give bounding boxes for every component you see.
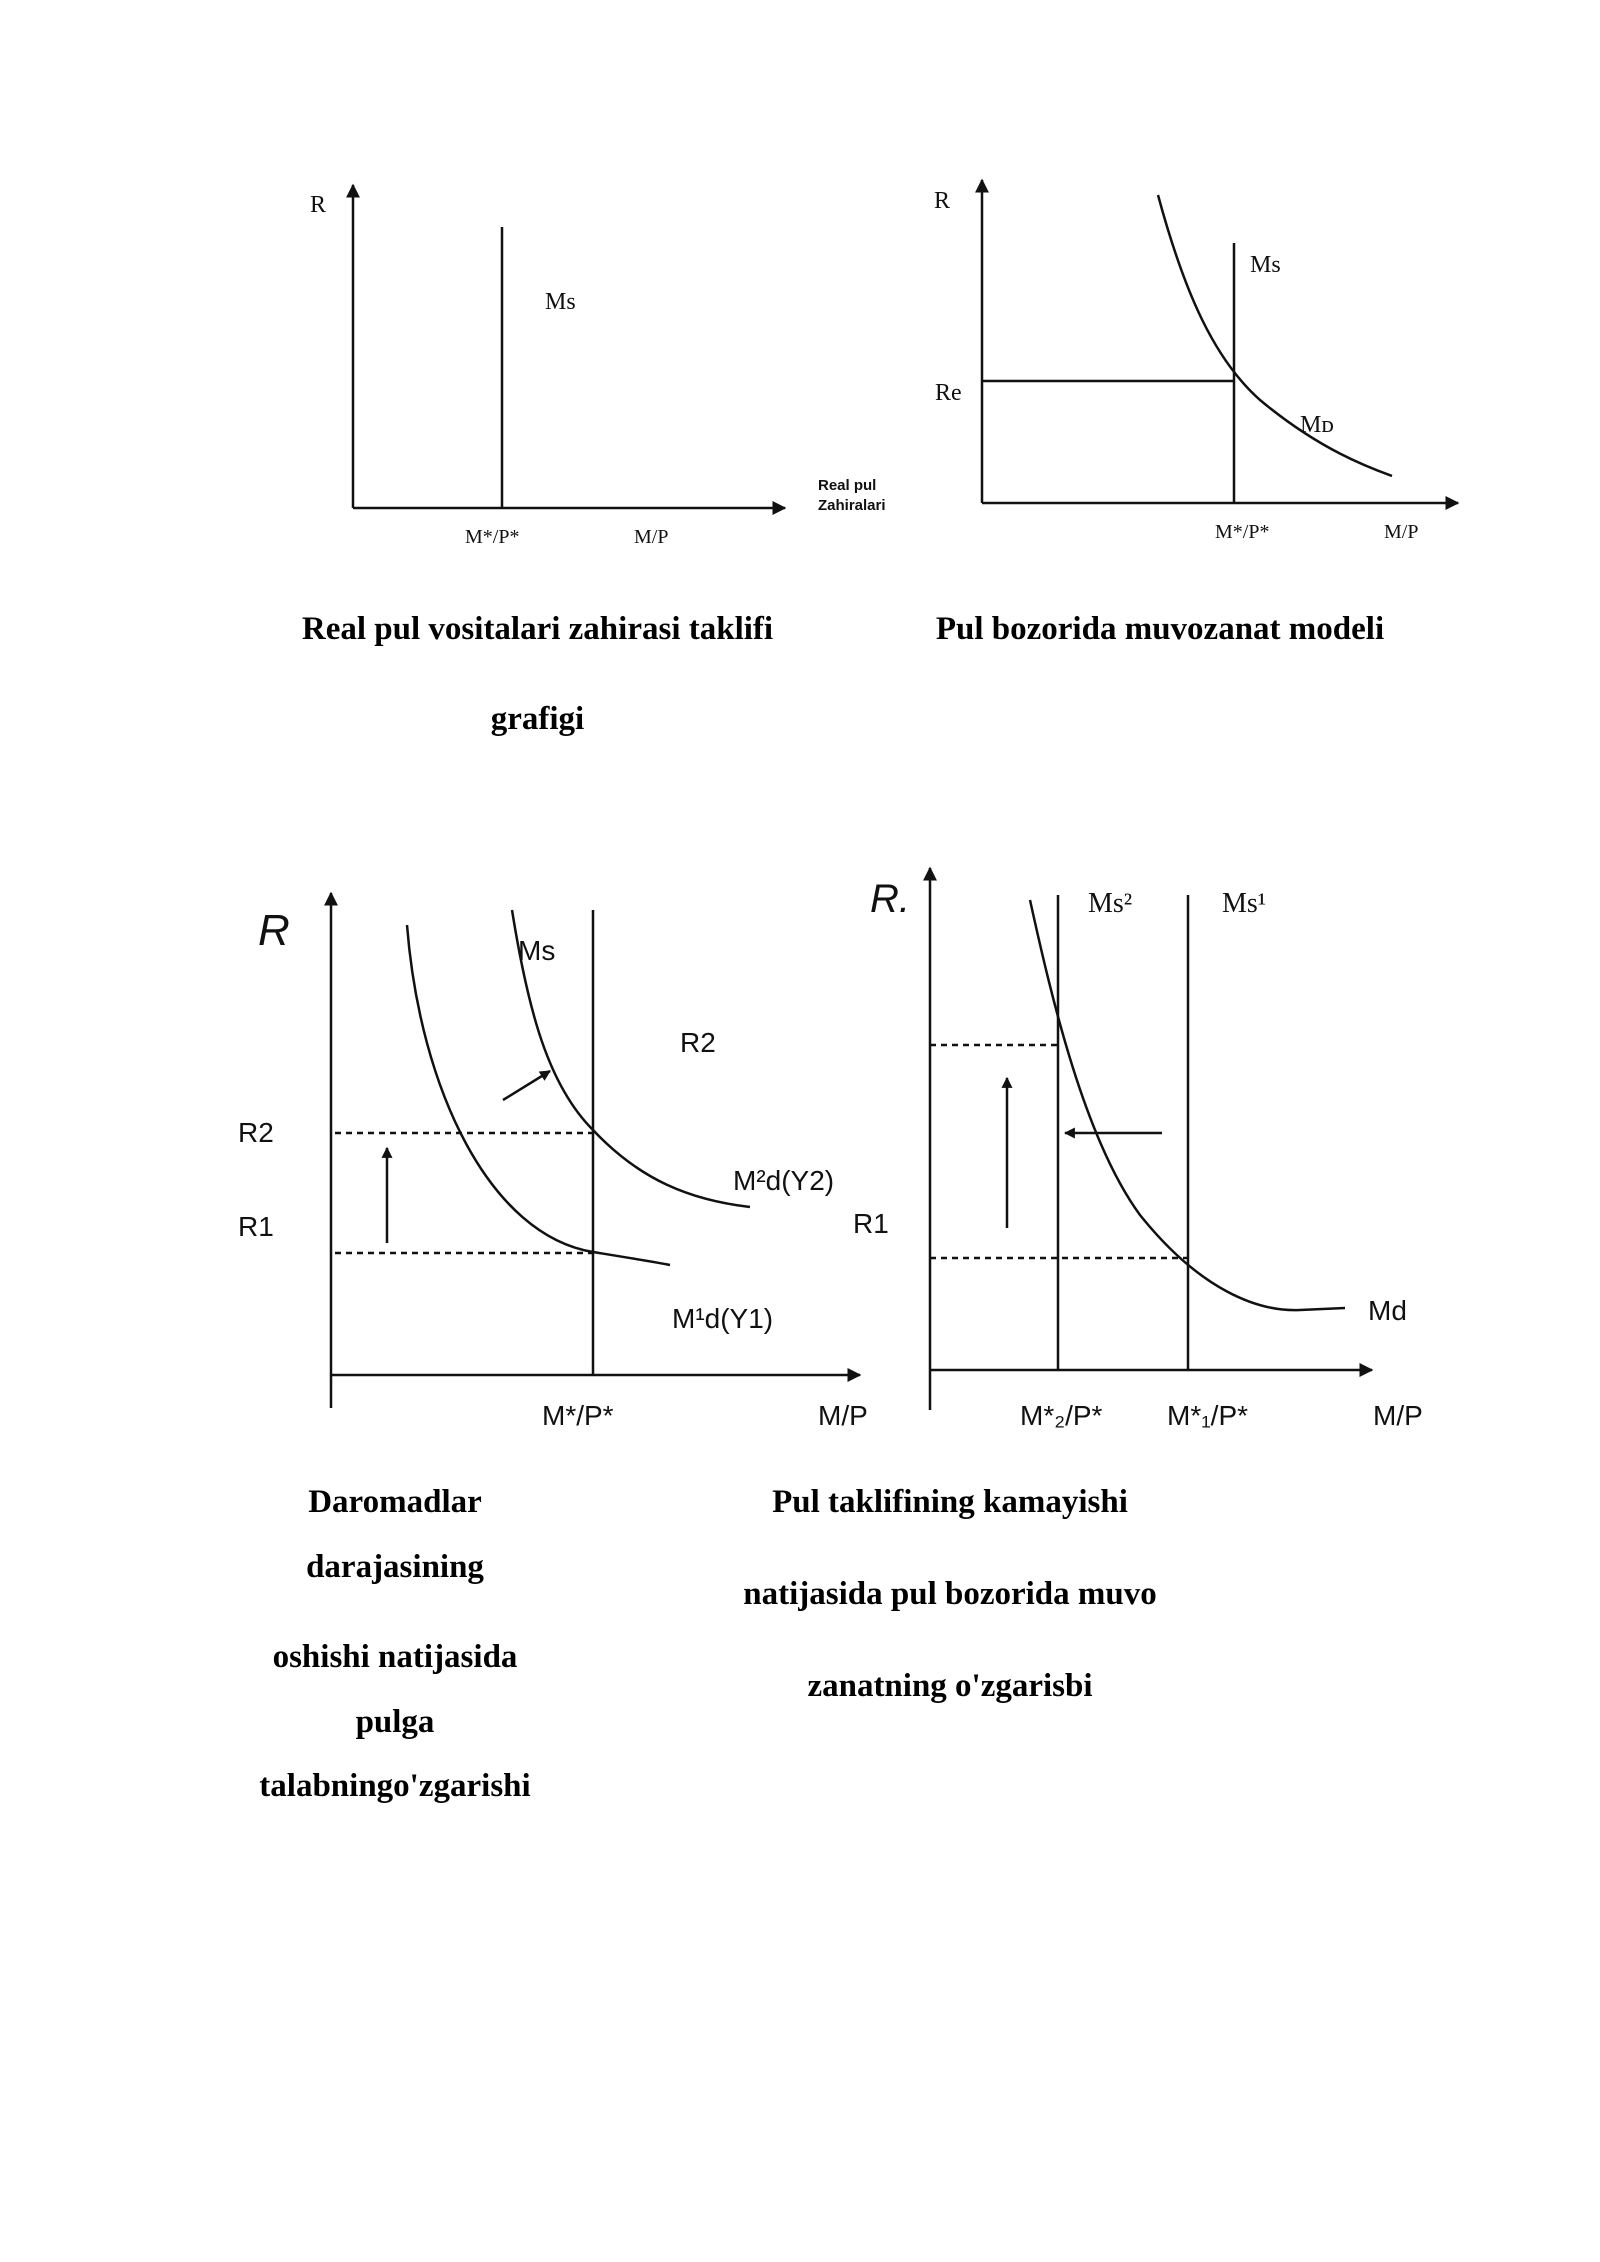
caption-diagram2-line1: Pul bozorida muvozanat modeli bbox=[935, 611, 1385, 647]
caption-diagram3-line2: darajasining bbox=[306, 1549, 484, 1585]
region-label: R2 bbox=[680, 1027, 716, 1058]
x-tick-label: M*/P* bbox=[465, 526, 520, 548]
money-demand-label: Mᴅ bbox=[1300, 412, 1334, 438]
r2-label: R2 bbox=[238, 1117, 274, 1148]
money-demand-curve-y1 bbox=[407, 925, 670, 1265]
caption-diagram3-line4: pulga bbox=[355, 1704, 435, 1740]
r1-label: R1 bbox=[238, 1211, 274, 1242]
x-axis-label: M/P bbox=[818, 1400, 868, 1431]
money-supply-label: Ms bbox=[1250, 252, 1281, 278]
caption-diagram1-line2: grafigi bbox=[490, 701, 585, 737]
caption-diagram4-line3: zanatning o'zgarisbi bbox=[807, 1668, 1093, 1704]
diagram-supply-decrease bbox=[853, 868, 1423, 1431]
x-axis-label: M/P bbox=[1373, 1400, 1423, 1431]
y-axis-label: R bbox=[934, 188, 951, 214]
caption-diagram3-line1: Daromadlar bbox=[308, 1484, 482, 1520]
caption-diagram3-line3: oshishi natijasida bbox=[272, 1639, 518, 1675]
x-tick-1-label: M*₁/P* bbox=[1167, 1400, 1249, 1431]
r1-label: R1 bbox=[853, 1208, 889, 1239]
y-axis-label: R bbox=[258, 906, 290, 955]
money-supply-label: Ms bbox=[545, 289, 576, 315]
caption-diagram1-line1: Real pul vositalari zahirasi taklifi bbox=[301, 611, 774, 647]
x-tick-2-label: M*₂/P* bbox=[1020, 1400, 1103, 1431]
money-supply-2-label: Ms² bbox=[1088, 888, 1133, 919]
y-axis-label: R bbox=[310, 192, 327, 218]
diagram-equilibrium bbox=[934, 180, 1458, 543]
demand-y1-label: M¹d(Y1) bbox=[672, 1303, 774, 1334]
money-supply-label: Ms bbox=[518, 935, 556, 966]
x-axis-label: M/P bbox=[634, 526, 669, 548]
side-note-line1: Real pul bbox=[818, 477, 877, 494]
x-tick-label: M*/P* bbox=[542, 1400, 614, 1431]
shift-arrow bbox=[503, 1071, 550, 1100]
side-note-line2: Zahiralari bbox=[818, 497, 886, 514]
money-supply-1-label: Ms¹ bbox=[1222, 888, 1267, 919]
diagram-demand-shift bbox=[238, 893, 868, 1431]
caption-diagram3-line5: talabningo'zgarishi bbox=[259, 1768, 531, 1804]
caption-diagram4-line2: natijasida pul bozorida muvo bbox=[743, 1576, 1157, 1612]
y-axis-label: R. bbox=[870, 877, 910, 921]
x-axis-label: M/P bbox=[1384, 521, 1419, 543]
equilibrium-rate-label: Re bbox=[935, 380, 962, 406]
demand-y2-label: M²d(Y2) bbox=[733, 1165, 835, 1196]
money-demand-label: Md bbox=[1368, 1295, 1407, 1326]
diagram-money-supply bbox=[310, 185, 886, 548]
caption-diagram4-line1: Pul taklifining kamayishi bbox=[772, 1484, 1128, 1520]
money-demand-curve bbox=[1158, 195, 1392, 476]
x-tick-label: M*/P* bbox=[1215, 521, 1270, 543]
